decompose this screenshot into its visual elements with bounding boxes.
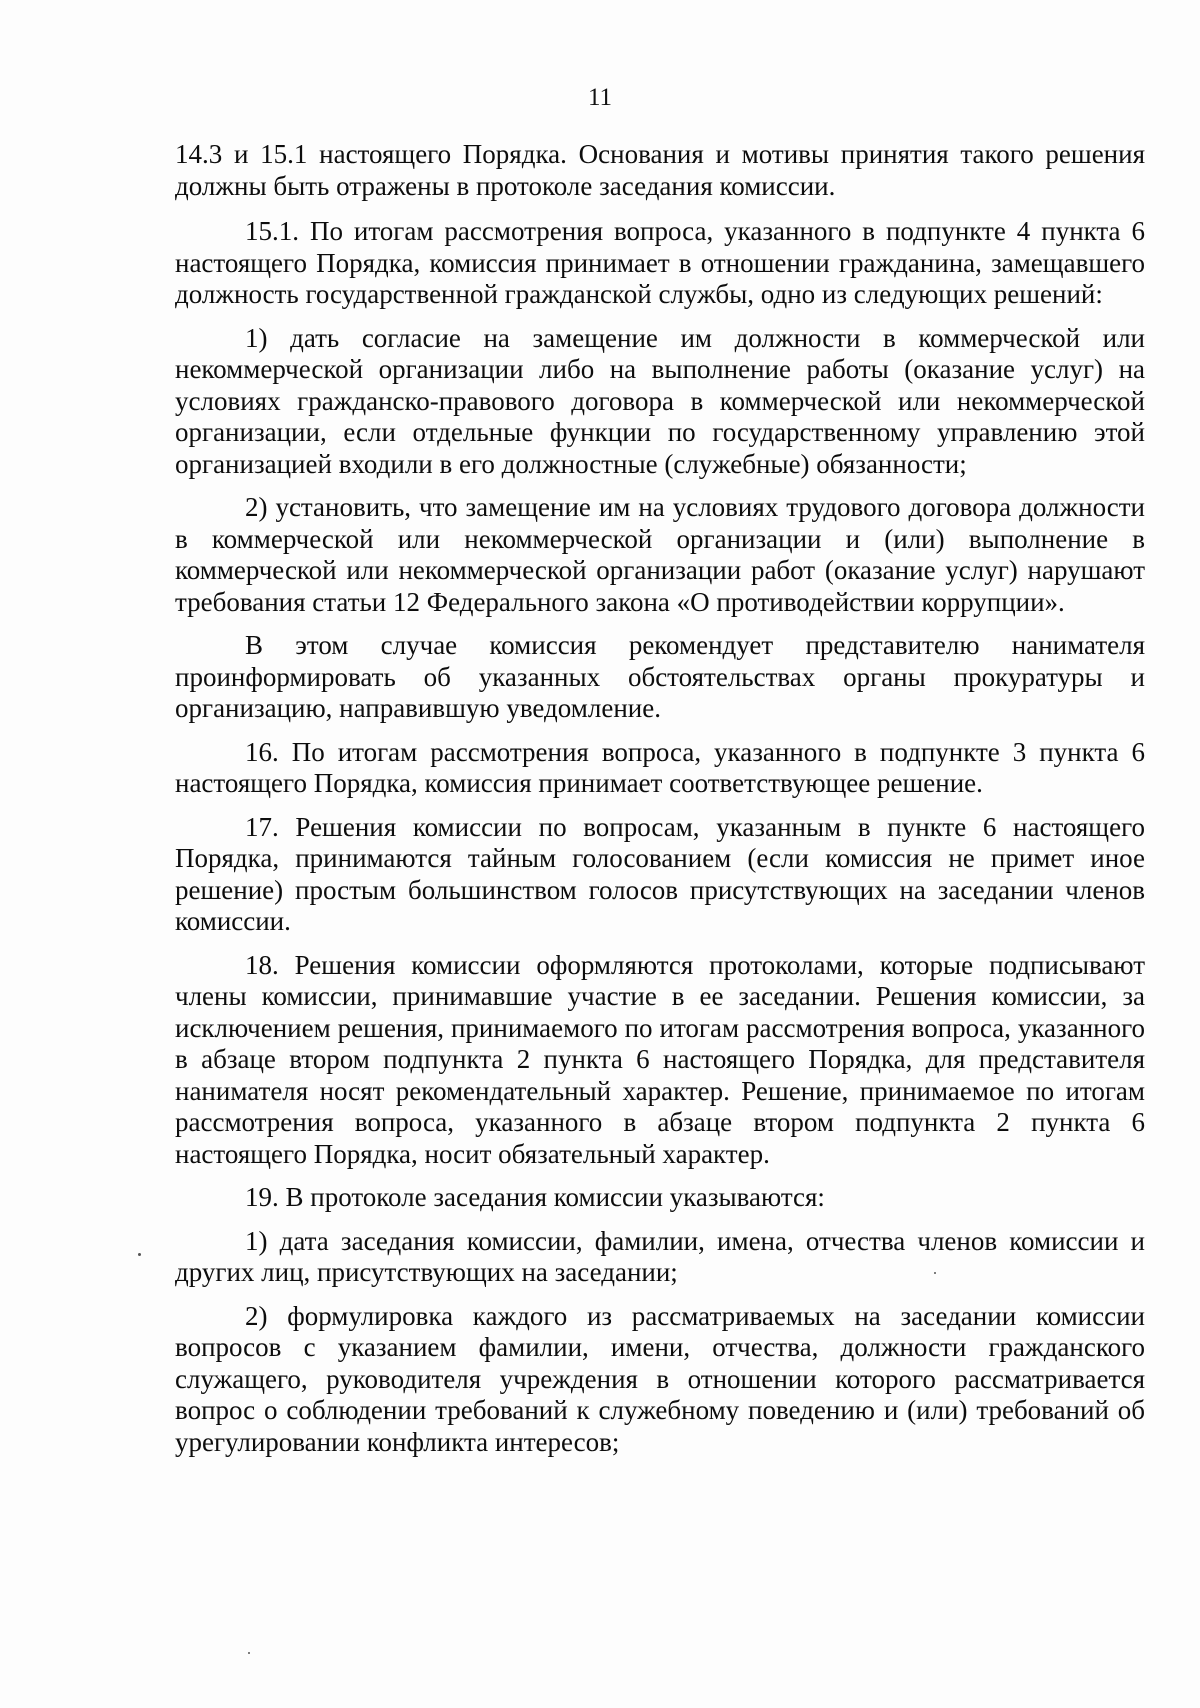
paragraph-continuation-14-3: 14.3 и 15.1 настоящего Порядка. Основания и мотивы принятия такого решения должны быть отражены в протоколе заседания комиссии. xyxy=(175,139,1145,201)
paragraph-18: 18. Решения комиссии оформляются протоколами, которые подписывают члены комиссии, принимавшие участие в ее заседании. Решения комиссии, за исключением решения, принимаемого по итогам рассмотрения вопроса, указанного в абзаце втором подпункта 2 пункта 6 настоящего Порядка, для представителя нанимателя носят рекомендательный характер. Решение, принимаемое по итогам рассмотрения вопроса, указанного в абзаце втором подпункта 2 пункта 6 настоящего Порядка, носит обязательный характер. xyxy=(175,949,1145,1169)
paragraph-15-1-item-1: 1) дать согласие на замещение им должности в коммерческой или некоммерческой организации либо на выполнение работы (оказание услуг) на условиях гражданско-правового договора в коммерческой или некоммерческой организации, если отдельные функции по государственному управлению этой организацией входили в его должностные (служебные) обязанности; xyxy=(175,322,1145,479)
scan-speck xyxy=(934,1272,936,1274)
paragraph-19-item-1: 1) дата заседания комиссии, фамилии, имена, отчества членов комиссии и других лиц, присутствующих на заседании; xyxy=(175,1225,1145,1287)
scan-speck xyxy=(138,1253,141,1256)
paragraph-19: 19. В протоколе заседания комиссии указываются: xyxy=(245,1182,825,1212)
scan-speck xyxy=(248,1652,250,1654)
page-number: 11 xyxy=(587,84,613,111)
paragraph-17: 17. Решения комиссии по вопросам, указанным в пункте 6 настоящего Порядка, принимаются тайным голосованием (если комиссия не примет иное решение) простым большинством голосов присутствующих на заседании членов комиссии. xyxy=(175,811,1145,936)
document-body xyxy=(175,139,1145,1470)
paragraph-15-1-note: В этом случае комиссия рекомендует представителю нанимателя проинформировать об указанных обстоятельствах органы прокуратуры и организацию, направившую уведомление. xyxy=(175,630,1145,723)
paragraph-19-item-2: 2) формулировка каждого из рассматриваемых на заседании комиссии вопросов с указанием фамилии, имени, отчества, должности гражданского служащего, руководителя учреждения в отношении которого рассматривается вопрос о соблюдении требований к служебному поведению и (или) требований об урегулировании конфликта интересов; xyxy=(175,1300,1145,1457)
paragraph-15-1-item-2: 2) установить, что замещение им на условиях трудового договора должности в коммерческой или некоммерческой организации и (или) выполнение в коммерческой или некоммерческой организации работ (оказание услуг) нарушают требования статьи 12 Федерального закона «О противодействии коррупции». xyxy=(175,492,1145,617)
paragraph-16: 16. По итогам рассмотрения вопроса, указанного в подпункте 3 пункта 6 настоящего Порядка, комиссия принимает соответствующее решение. xyxy=(175,736,1145,798)
paragraph-15-1: 15.1. По итогам рассмотрения вопроса, указанного в подпункте 4 пункта 6 настоящего Порядка, комиссия принимает в отношении гражданина, замещавшего должность государственной гражданской службы, одно из следующих решений: xyxy=(175,216,1145,309)
